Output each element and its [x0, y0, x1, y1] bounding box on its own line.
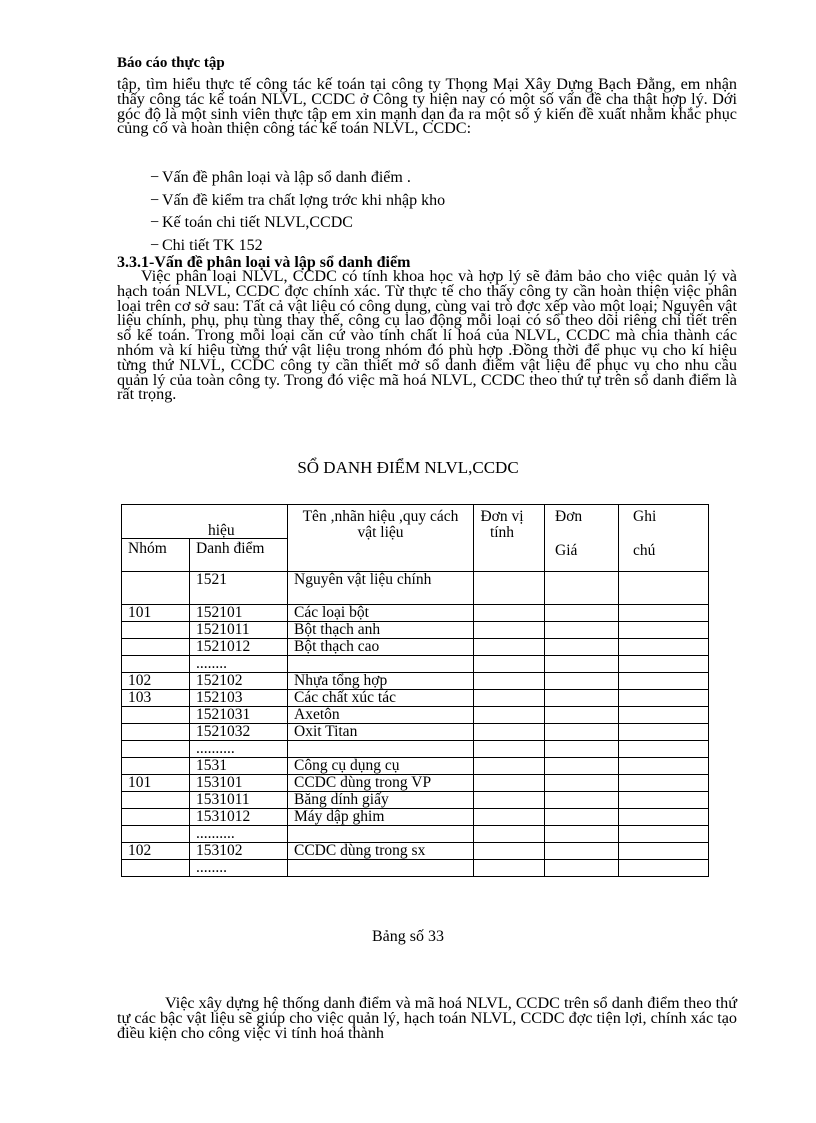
row-ten: Máy dập ghim — [288, 809, 474, 826]
table-caption: Bảng số 33 — [372, 928, 444, 945]
row-nhom — [122, 622, 190, 639]
row-nhom — [122, 758, 190, 775]
row-ten: Công cụ dụng cụ — [288, 758, 474, 775]
row-don-gia — [545, 792, 619, 809]
table-row — [122, 605, 709, 622]
table-row — [122, 741, 709, 758]
row-ghi-chu — [619, 622, 709, 639]
row-dvt — [474, 860, 545, 877]
row-nhom: 102 — [122, 673, 190, 690]
table-row — [122, 622, 709, 639]
row-dvt — [474, 741, 545, 758]
row-nhom — [122, 656, 190, 673]
row-dvt — [474, 622, 545, 639]
row-danh-diem: 1531012 — [190, 809, 288, 826]
row-don-gia — [545, 656, 619, 673]
row-danh-diem: 153102 — [190, 843, 288, 860]
row-nhom: 101 — [122, 775, 190, 792]
row-don-gia — [545, 707, 619, 724]
row-ten: CCDC dùng trong VP — [288, 775, 474, 792]
header-danh-diem: Danh điểm — [196, 540, 265, 557]
row-dvt — [474, 690, 545, 707]
row-ten: Các chất xúc tác — [288, 690, 474, 707]
row-don-gia — [545, 809, 619, 826]
intro-paragraph: tập, tìm hiểu thực tế công tác kế toán tại công ty Thọng Mại Xây Dựng Bạch Đằng, em nhận thấy công tác kế toán NLVL, CCDC ở Công ty hiện nay có một số vấn đề cha thật hợp lý. Dới góc độ là một sinh viên thực tập em xin mạnh dạn đa ra một số ý kiến đề xuất nhằm khắc phục củng cố và hoàn thiện công tác kế toán NLVL, CCDC: — [117, 75, 737, 138]
row-ghi-chu — [619, 639, 709, 656]
row-ten — [288, 656, 474, 673]
table-row — [122, 690, 709, 707]
row-danh-diem: .......... — [190, 741, 288, 758]
row-ten: Băng dính giấy — [288, 792, 474, 809]
row-nhom: 103 — [122, 690, 190, 707]
row-ten — [288, 741, 474, 758]
row-ten: Các loại bột — [288, 605, 474, 622]
row-ten: Bột thạch cao — [288, 639, 474, 656]
row-ten: CCDC dùng trong sx — [288, 843, 474, 860]
row-ghi-chu — [619, 673, 709, 690]
row-ghi-chu — [619, 656, 709, 673]
row-nhom — [122, 826, 190, 843]
page-header — [117, 55, 225, 72]
row-nhom: 102 — [122, 843, 190, 860]
row-dvt — [474, 843, 545, 860]
table-row — [122, 809, 709, 826]
row-don-gia — [545, 758, 619, 775]
row-dvt — [474, 707, 545, 724]
list-item: − Chi tiết TK 152 — [150, 236, 263, 254]
section-paragraph: Việc phân loại NLVL, CCDC có tính khoa học và hợp lý sẽ đảm bảo cho việc quản lý và hạch toán NLVL, CCDC đợc chính xác. Từ thực tế cho thấy công ty cần hoàn thiện việc phân loại trên cơ sở sau: Tất cả vật liệu có công dụng, cùng vai trò đợc xếp vào một loại; Nguyên vật liệu chính, phụ, phụ tùng thay thế, công cụ lao động mỗi loại có sổ theo dõi riêng chi tiết trên sổ kế toán. Trong mỗi loại căn cứ vào tính chất lí hoá của NLVL, CCDC mà chia thành các nhóm và kí hiệu từng thứ vật liệu trong nhóm đó phù hợp .Đồng thời để phục vụ cho kí hiệu từng thứ NLVL, CCDC công ty cần thiết mở sổ danh điểm vật liệu để phục vụ cho nhu cầu quản lý của toàn công ty. Trong đó việc mã hoá NLVL, CCDC theo thứ tự trên sổ danh điểm là rất trọng. — [117, 267, 737, 404]
row-dvt — [474, 605, 545, 622]
table-row — [122, 572, 709, 605]
bullet-list — [150, 167, 445, 257]
row-danh-diem: .......... — [190, 826, 288, 843]
row-danh-diem: 152101 — [190, 605, 288, 622]
row-don-gia — [545, 690, 619, 707]
row-nhom — [122, 707, 190, 724]
row-ten — [288, 860, 474, 877]
row-don-gia — [545, 860, 619, 877]
row-don-gia — [545, 572, 619, 605]
row-danh-diem: 1521032 — [190, 724, 288, 741]
header-title: Báo cáo thực tập — [117, 55, 225, 71]
closing-paragraph: Việc xây dựng hệ thống danh điểm và mã hoá NLVL, CCDC trên sổ danh điểm theo thứ tự các bậc vật liệu sẽ giúp cho việc quản lý, hạch toán NLVL, CCDC đợc tiện lợi, chính xác tạo điều kiện cho công việc vi tính hoá thành — [117, 994, 737, 1042]
list-item: − Vấn đề phân loại và lập sổ danh điểm . — [150, 169, 411, 186]
header-dvt: Đơn vị tính — [474, 505, 545, 572]
row-nhom — [122, 860, 190, 877]
row-danh-diem: 1531011 — [190, 792, 288, 809]
row-nhom — [122, 809, 190, 826]
header-ten: Tên ,nhãn hiệu ,quy cách vật liệu — [288, 505, 474, 572]
row-danh-diem: ........ — [190, 656, 288, 673]
header-nhom: Nhóm — [122, 539, 190, 571]
row-ghi-chu — [619, 724, 709, 741]
row-nhom — [122, 639, 190, 656]
row-don-gia — [545, 622, 619, 639]
row-dvt — [474, 758, 545, 775]
row-ten: Nhựa tổng hợp — [288, 673, 474, 690]
table-row — [122, 775, 709, 792]
row-ghi-chu — [619, 775, 709, 792]
header-don-gia: Đơn Giá — [545, 505, 619, 572]
table-row — [122, 826, 709, 843]
row-don-gia — [545, 724, 619, 741]
table-row — [122, 707, 709, 724]
row-danh-diem: 1521 — [190, 572, 288, 605]
row-don-gia — [545, 843, 619, 860]
row-dvt — [474, 826, 545, 843]
row-danh-diem: 1521031 — [190, 707, 288, 724]
row-dvt — [474, 792, 545, 809]
row-ghi-chu — [619, 860, 709, 877]
row-nhom — [122, 572, 190, 605]
row-dvt — [474, 775, 545, 792]
row-ghi-chu — [619, 690, 709, 707]
table-row — [122, 673, 709, 690]
section-heading: 3.3.1-Vấn đề phân loại và lập sổ danh điểm — [117, 254, 411, 271]
list-item: − Vấn đề kiểm tra chất lợng trớc khi nhập kho — [150, 191, 446, 209]
table-title: SỔ DANH ĐIỂM NLVL,CCDC — [297, 458, 519, 477]
row-dvt — [474, 673, 545, 690]
row-nhom — [122, 741, 190, 758]
row-don-gia — [545, 775, 619, 792]
header-kyhieu: hiệu — [208, 522, 235, 539]
row-danh-diem: 1521012 — [190, 639, 288, 656]
table-row — [122, 860, 709, 877]
row-dvt — [474, 639, 545, 656]
header-ghi-chu: Ghi chú — [619, 505, 709, 572]
list-item: − Kế toán chi tiết NLVL,CCDC — [150, 214, 353, 231]
row-dvt — [474, 572, 545, 605]
row-don-gia — [545, 673, 619, 690]
danh-diem-table — [121, 504, 709, 877]
row-danh-diem: 152103 — [190, 690, 288, 707]
row-nhom — [122, 724, 190, 741]
table-header-row — [122, 505, 709, 572]
row-don-gia — [545, 639, 619, 656]
row-ghi-chu — [619, 809, 709, 826]
row-ghi-chu — [619, 792, 709, 809]
row-ghi-chu — [619, 572, 709, 605]
row-don-gia — [545, 741, 619, 758]
row-don-gia — [545, 826, 619, 843]
row-ten — [288, 826, 474, 843]
table-row — [122, 843, 709, 860]
row-nhom: 101 — [122, 605, 190, 622]
row-nhom — [122, 792, 190, 809]
row-danh-diem: 1531 — [190, 758, 288, 775]
row-don-gia — [545, 605, 619, 622]
row-ghi-chu — [619, 707, 709, 724]
table-row — [122, 724, 709, 741]
row-danh-diem: 153101 — [190, 775, 288, 792]
table-row — [122, 758, 709, 775]
row-ten: Oxit Titan — [288, 724, 474, 741]
table-row — [122, 792, 709, 809]
row-ten: Axetôn — [288, 707, 474, 724]
row-dvt — [474, 724, 545, 741]
row-ghi-chu — [619, 758, 709, 775]
row-ten: Bột thạch anh — [288, 622, 474, 639]
row-danh-diem: 152102 — [190, 673, 288, 690]
row-dvt — [474, 809, 545, 826]
row-ten: Nguyên vật liệu chính — [288, 572, 474, 605]
row-danh-diem: ........ — [190, 860, 288, 877]
row-ghi-chu — [619, 741, 709, 758]
table-row — [122, 639, 709, 656]
row-ghi-chu — [619, 826, 709, 843]
row-ghi-chu — [619, 843, 709, 860]
table-row — [122, 656, 709, 673]
row-danh-diem: 1521011 — [190, 622, 288, 639]
header-kyhieu-cell — [122, 505, 288, 572]
row-ghi-chu — [619, 605, 709, 622]
row-dvt — [474, 656, 545, 673]
